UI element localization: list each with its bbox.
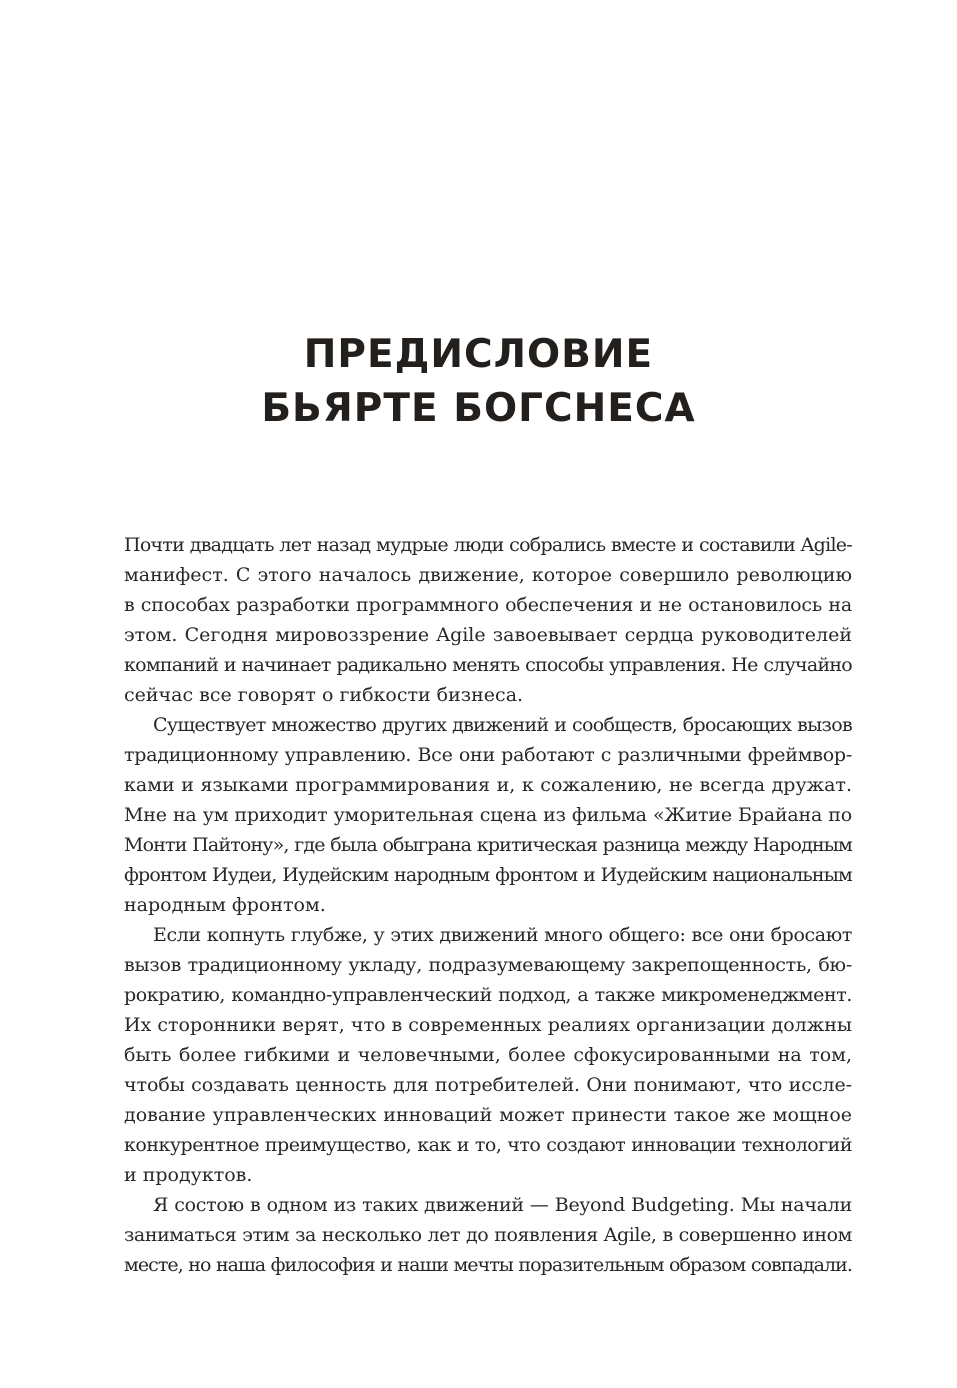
text-line: в способах разработки программного обеспечения и не остановилось на [124,594,852,616]
paragraph-3 [124,920,852,1190]
text-line: Их сторонники верят, что в современных реалиях организации должны [124,1014,852,1036]
paragraph-4 [124,1190,852,1280]
text-line: вызов традиционному укладу, подразумевающему закрепощенность, бю- [124,954,852,976]
paragraph-1 [124,530,852,710]
text-line: заниматься этим за несколько лет до появления Agile, в совершенно ином [124,1224,852,1246]
text-line: Я состою в одном из таких движений — Beyond Budgeting. Мы начали [153,1194,852,1216]
body-text [124,530,852,1280]
text-line: Если копнуть глубже, у этих движений много общего: все они бросают [153,924,852,946]
text-line: месте, но наша философия и наши мечты поразительным образом совпадали. [124,1254,852,1276]
text-line: рократию, командно-управленческий подход, а также микроменеджмент. [124,984,852,1006]
text-line: этом. Сегодня мировоззрение Agile завоевывает сердца руководителей [124,624,852,646]
text-line: Существует множество других движений и сообществ, бросающих вызов [153,714,852,736]
text-line: Монти Пайтону», где была обыграна критическая разница между Народным [124,834,852,856]
chapter-title-line-1: ПРЕДИСЛОВИЕ [303,332,654,377]
text-line: ками и языками программирования и, к сожалению, не всегда дружат. [124,774,852,796]
text-line: конкурентное преимущество, как и то, что создают инновации технологий [124,1134,852,1156]
text-line: традиционному управлению. Все они работают с различными фреймвор- [124,744,852,766]
text-line: народным фронтом. [124,894,326,916]
text-line: манифест. С этого началось движение, которое совершило революцию [124,564,852,586]
chapter-title-line-2: БЬЯРТЕ БОГСНЕСА [261,386,696,431]
paragraph-2 [124,710,852,920]
text-line: чтобы создавать ценность для потребителей. Они понимают, что иссле- [124,1074,852,1096]
text-line: сейчас все говорят о гибкости бизнеса. [124,684,524,706]
text-line: дование управленческих инноваций может принести такое же мощное [124,1104,852,1126]
text-line: Мне на ум приходит уморительная сцена из фильма «Житие Брайана по [124,804,852,826]
text-line: компаний и начинает радикально менять способы управления. Не случайно [124,654,852,676]
text-line: фронтом Иудеи, Иудейским народным фронтом и Иудейским национальным [124,864,852,886]
chapter-title [0,328,957,436]
text-line: Почти двадцать лет назад мудрые люди собрались вместе и составили Agile- [124,534,852,556]
text-line: быть более гибкими и человечными, более сфокусированными на том, [124,1044,852,1066]
text-line: и продуктов. [124,1164,253,1186]
